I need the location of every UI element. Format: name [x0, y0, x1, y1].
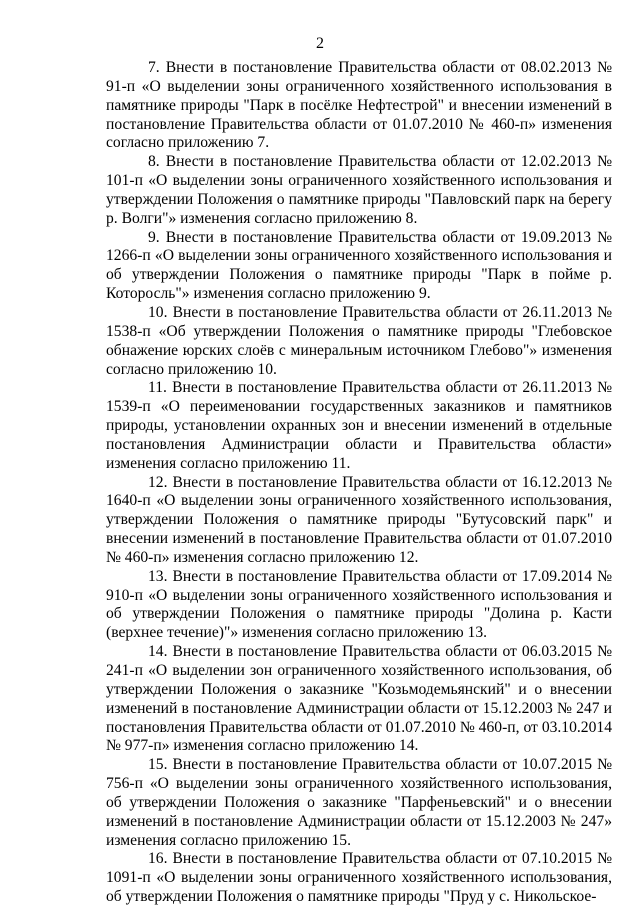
- paragraph-13: 13. Внести в постановление Правительства области от 17.09.2014 № 910-п «О выделении зоны ограниченного хозяйственного использования и об утверждении Положения о памятнике природы "Долина р. Касти (верхнее течение)"» изменения согласно приложению 13.: [106, 567, 612, 642]
- paragraph-7: 7. Внести в постановление Правительства области от 08.02.2013 № 91-п «О выделении зоны ограниченного хозяйственного использования в памятнике природы "Парк в посёлке Нефтестрой" и внесении изменений в постановление Правительства области от 01.07.2010 № 460-п» изменения согласно приложению 7.: [106, 59, 612, 152]
- paragraph-8: 8. Внести в постановление Правительства области от 12.02.2013 № 101-п «О выделении зоны ограниченного хозяйственного использования и утверждении Положения о памятнике природы "Павловский парк на берегу р. Волги"» изменения согласно приложению 8.: [106, 153, 612, 227]
- paragraph-14: 14. Внести в постановление Правительства области от 06.03.2015 № 241-п «О выделении зон ограниченного хозяйственного использования, об утверждении Положения о заказнике "Козьмодемьянский" и о внесении изменений в постановление Администрации области от 15.12.2003 № 247 и постановления Правительства области от 01.07.2010 № 460-п, от 03.10.2014 № 977-п» изменения согласно приложению 14.: [106, 643, 612, 755]
- paragraph-9: 9. Внести в постановление Правительства области от 19.09.2013 № 1266-п «О выделении зоны ограниченного хозяйственного использования и об утверждении Положения о памятнике природы "Парк в пойме р. Которосль"» изменения согласно приложению 9.: [106, 228, 612, 303]
- paragraph-15: 15. Внести в постановление Правительства области от 10.07.2015 № 756-п «О выделении зоны ограниченного хозяйственного использования, об утверждении Положения о заказнике "Парфеньевский" и о внесении изменений в постановление Администрации области от 15.12.2003 № 247» изменения согласно приложению 15.: [106, 756, 612, 849]
- page-number: 2: [316, 35, 324, 52]
- document-body: [106, 59, 612, 907]
- paragraph-12: 12. Внести в постановление Правительства области от 16.12.2013 № 1640-п «О выделении зоны ограниченного хозяйственного использования, утверждении Положения о памятнике природы "Бутусовский парк" и внесении изменений в постановление Правительства области от 01.07.2010 № 460-п» изменения согласно приложению 12.: [106, 473, 612, 566]
- paragraph-16: 16. Внести в постановление Правительства области от 07.10.2015 № 1091-п «О выделении зоны ограниченного хозяйственного использования, об утверждении Положения о памятнике природы "Пруд у с. Никольское-: [106, 850, 612, 906]
- paragraph-11: 11. Внести в постановление Правительства области от 26.11.2013 № 1539-п «О переименовании государственных заказников и памятников природы, установлении охранных зон и внесении изменений в отдельные постановления Администрации области и Правительства области» изменения согласно приложению 11.: [106, 379, 612, 472]
- paragraph-10: 10. Внести в постановление Правительства области от 26.11.2013 № 1538-п «Об утверждении Положения о памятнике природы "Глебовское обнажение юрских слоёв с минеральным источником Глебово"» изменения согласно приложению 10.: [106, 303, 612, 378]
